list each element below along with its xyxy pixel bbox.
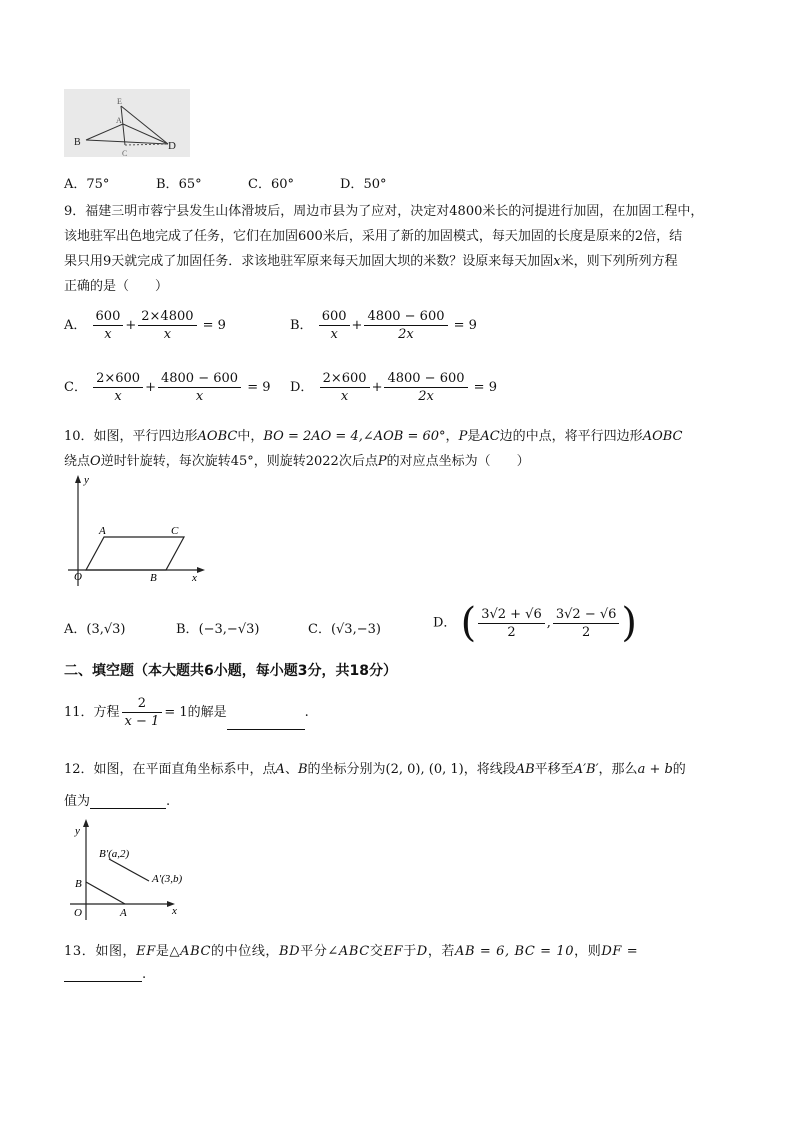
q9-stem-line2: 该地驻军出色地完成了任务，它们在加固600米后，采用了新的加固模式，每天加固的长度是原来的2倍，结 (64, 229, 683, 244)
q12-label-o: O (74, 907, 82, 919)
q12-label-y: y (75, 825, 80, 837)
q9-option-c[interactable]: C． $\frac{2\times 600}{x}$ + $\frac{4800 - 600}{x}$ = 9 (64, 371, 271, 404)
q13-stem-line2: . (64, 967, 146, 982)
q13-answer-blank[interactable] (64, 967, 142, 982)
q10-figure (64, 474, 214, 586)
q9-stem-line1: 9．福建三明市蓉宁县发生山体滑坡后，周边市县为了应对，决定对4800米长的河提进行加固，在加固工程中， (64, 204, 704, 219)
q8-label-e: E (117, 97, 122, 106)
q10-label-o: O (74, 571, 82, 583)
section-2-title: 二、填空题（本大题共6小题，每小题3分，共18分） (64, 663, 397, 679)
q8-option-a[interactable]: A．75° (64, 177, 110, 192)
q11-stem: 11．方程 $\frac{2}{x - 1}$ = 1的解是 . (64, 696, 309, 729)
q9-stem-line3: 果只用9天就完成了加固任务．求该地驻军原来每天加固大坝的米数？设原来每天加固x米，则下列所列方程 (64, 254, 678, 269)
q10-stem-line2: 绕点O逆时针旋转，每次旋转45°，则旋转2022次后点P的对应点坐标为（ ） (64, 454, 530, 469)
q9-stem-line4: 正确的是（ ） (64, 279, 169, 294)
q13-stem-line1: 13．如图，EF是△ABC的中位线，BD平分∠ABC交EF于D，若AB = 6, BC = 10，则DF = (64, 944, 639, 959)
q11-answer-blank[interactable] (227, 715, 305, 730)
q12-label-x: x (172, 905, 177, 917)
q10-label-b: B (150, 572, 157, 584)
q8-option-c[interactable]: C．60° (248, 177, 294, 192)
q8-option-d[interactable]: D．50° (340, 177, 387, 192)
q8-label-c: C (122, 149, 128, 157)
q12-answer-blank[interactable] (90, 794, 166, 809)
q8-label-b: B (74, 137, 81, 148)
q12-label-b: B (75, 878, 82, 890)
q9-option-a[interactable]: A． $\frac{600}{x}$ + $\frac{2\times 4800}{x}$ = 9 (64, 309, 226, 342)
q9-option-b[interactable]: B． $\frac{600}{x}$ + $\frac{4800 - 600}{2x}$ = 9 (290, 309, 477, 342)
q8-option-b[interactable]: B．65° (156, 177, 202, 192)
q10-option-a[interactable]: A．(3,√3) (64, 622, 126, 637)
q8-label-a: A (116, 116, 122, 125)
q10-label-x: x (192, 572, 197, 584)
q9-option-d[interactable]: D． $\frac{2\times 600}{x}$ + $\frac{4800 - 600}{2x}$ = 9 (290, 371, 497, 404)
q12-label-b-prime: B′(a,2) (99, 848, 130, 860)
q12-label-a: A (120, 907, 127, 919)
q12-stem-line2: 值为 . (64, 794, 171, 809)
q10-option-b[interactable]: B．(−3,−√3) (176, 622, 260, 637)
q12-label-a-prime: A′(3,b) (152, 873, 183, 885)
q10-label-c: C (171, 525, 179, 537)
q10-stem-line1: 10．如图，平行四边形AOBC中，BO = 2AO = 4,∠AOB = 60°，P是AC边的中点，将平行四边形AOBC (64, 429, 683, 444)
q10-label-y: y (84, 474, 89, 486)
q12-stem-line1: 12．如图，在平面直角坐标系中，点A、B的坐标分别为(2, 0), (0, 1)，将线段AB平移至A′B′，那么a + b的 (64, 762, 686, 777)
q8-label-d: D (168, 140, 176, 152)
q8-figure (64, 89, 190, 157)
q12-figure (64, 816, 198, 920)
q10-option-d[interactable]: D． ( $\frac{3√2 + √6}{2}$ , $\frac{3√2 - √6}{2}$ ) (433, 600, 638, 646)
q10-label-a: A (99, 525, 106, 537)
q10-option-c[interactable]: C．(√3,−3) (308, 622, 381, 637)
